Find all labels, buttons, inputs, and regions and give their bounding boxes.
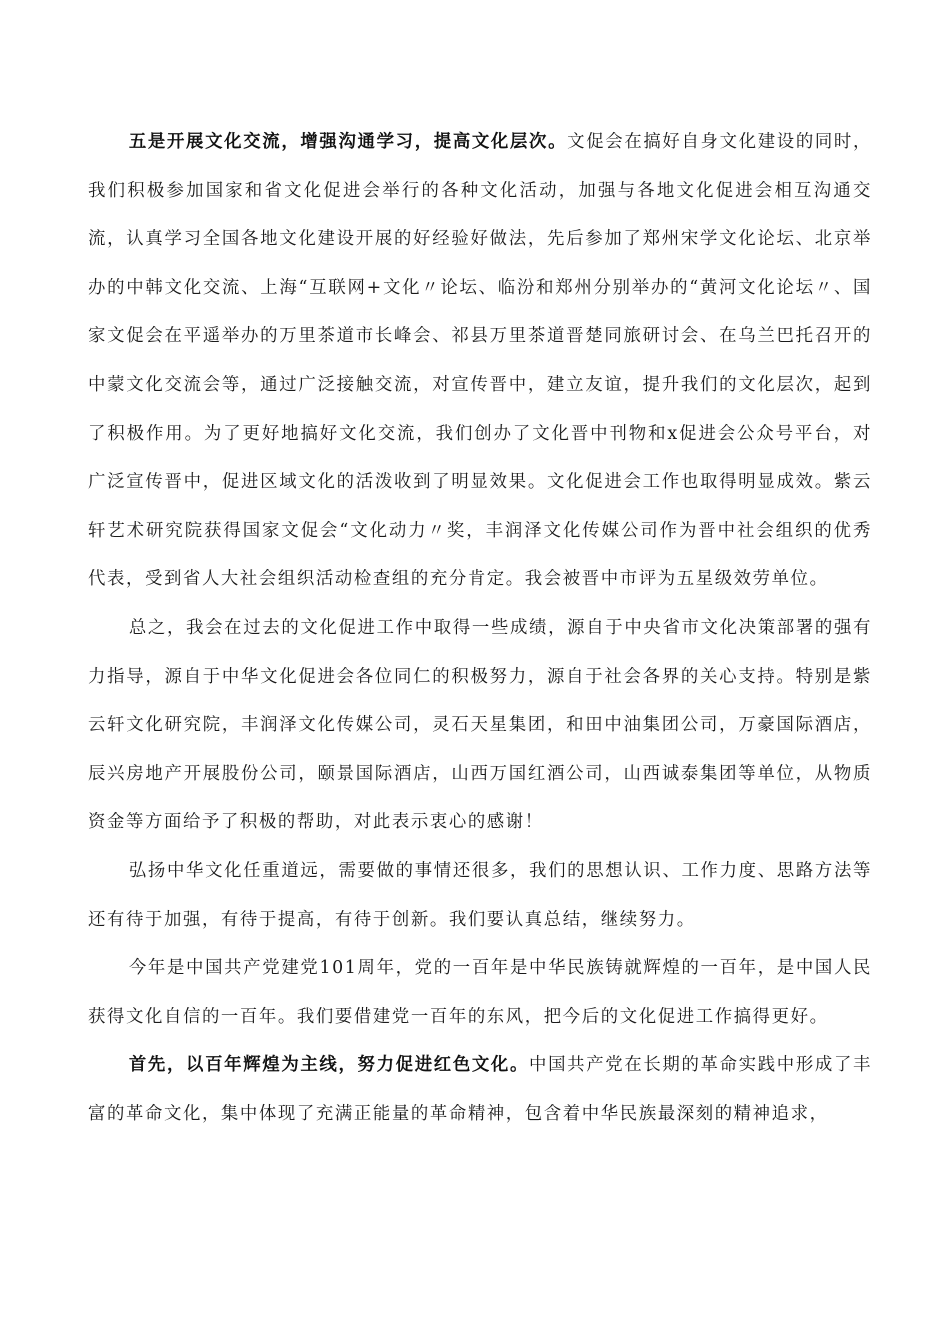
paragraph-text-party-anniversary: 今年是中国共产党建党101周年，党的一百年是中华民族铸就辉煌的一百年，是中国人民获得文化自信的一百年。我们要借建党一百年的东风，把今后的文化促进工作搞得更好。 <box>88 958 872 1027</box>
paragraph-text-red-culture: 中国共产党在长期的革命实践中形成了丰富的革命文化，集中体现了充满正能量的革命精神，包含着中华民族最深刻的精神追求， <box>88 1055 872 1124</box>
paragraph-red-culture <box>88 1041 872 1138</box>
paragraph-text-summary-thanks: 总之，我会在过去的文化促进工作中取得一些成绩，源自于中央省市文化决策部署的强有力指导，源自于中华文化促进会各位同仁的积极努力，源自于社会各界的关心支持。特别是紫云轩文化研究院，丰润泽文化传媒公司，灵石天星集团，和田中油集团公司，万豪国际酒店，辰兴房地产开展股份公司，颐景国际酒店，山西万国红酒公司，山西诚泰集团等单位，从物质资金等方面给予了积极的帮助，对此表示衷心的感谢！ <box>88 617 872 833</box>
paragraph-summary-thanks <box>88 604 872 847</box>
paragraph-text-long-road: 弘扬中华文化任重道远，需要做的事情还很多，我们的思想认识、工作力度、思路方法等还有待于加强，有待于提高，有待于创新。我们要认真总结，继续努力。 <box>88 860 872 930</box>
document-body <box>88 118 872 1138</box>
paragraph-text-cultural-exchange: 文促会在搞好自身文化建设的同时，我们积极参加国家和省文化促进会举行的各种文化活动，加强与各地文化促进会相互沟通交流，认真学习全国各地文化建设开展的好经验好做法，先后参加了郑州宋学文化论坛、北京举办的中韩文化交流、上海“互联网+文化〃论坛、临汾和郑州分别举办的“黄河文化论坛〃、国家文促会在平遥举办的万里茶道市长峰会、祁县万里茶道晋楚同旅研讨会、在乌兰巴托召开的中蒙文化交流会等，通过广泛接触交流，对宣传晋中，建立友谊，提升我们的文化层次，起到了积极作用。为了更好地搞好文化交流，我们创办了文化晋中刊物和x促进会公众号平台，对广泛宣传晋中，促进区域文化的活泼收到了明显效果。文化促进会工作也取得明显成效。紫云轩艺术研究院获得国家文促会“文化动力〃奖，丰润泽文化传媒公司作为晋中社会组织的优秀代表，受到省人大社会组织活动检查组的充分肯定。我会被晋中市评为五星级效劳单位。 <box>88 132 872 590</box>
paragraph-party-anniversary <box>88 944 872 1041</box>
paragraph-heading-red-culture: 首先，以百年辉煌为主线，努力促进红色文化。 <box>128 1055 530 1076</box>
paragraph-long-road <box>88 847 872 944</box>
paragraph-heading-cultural-exchange: 五是开展文化交流，增强沟通学习，提高文化层次。 <box>128 132 568 152</box>
paragraph-cultural-exchange <box>88 118 872 604</box>
